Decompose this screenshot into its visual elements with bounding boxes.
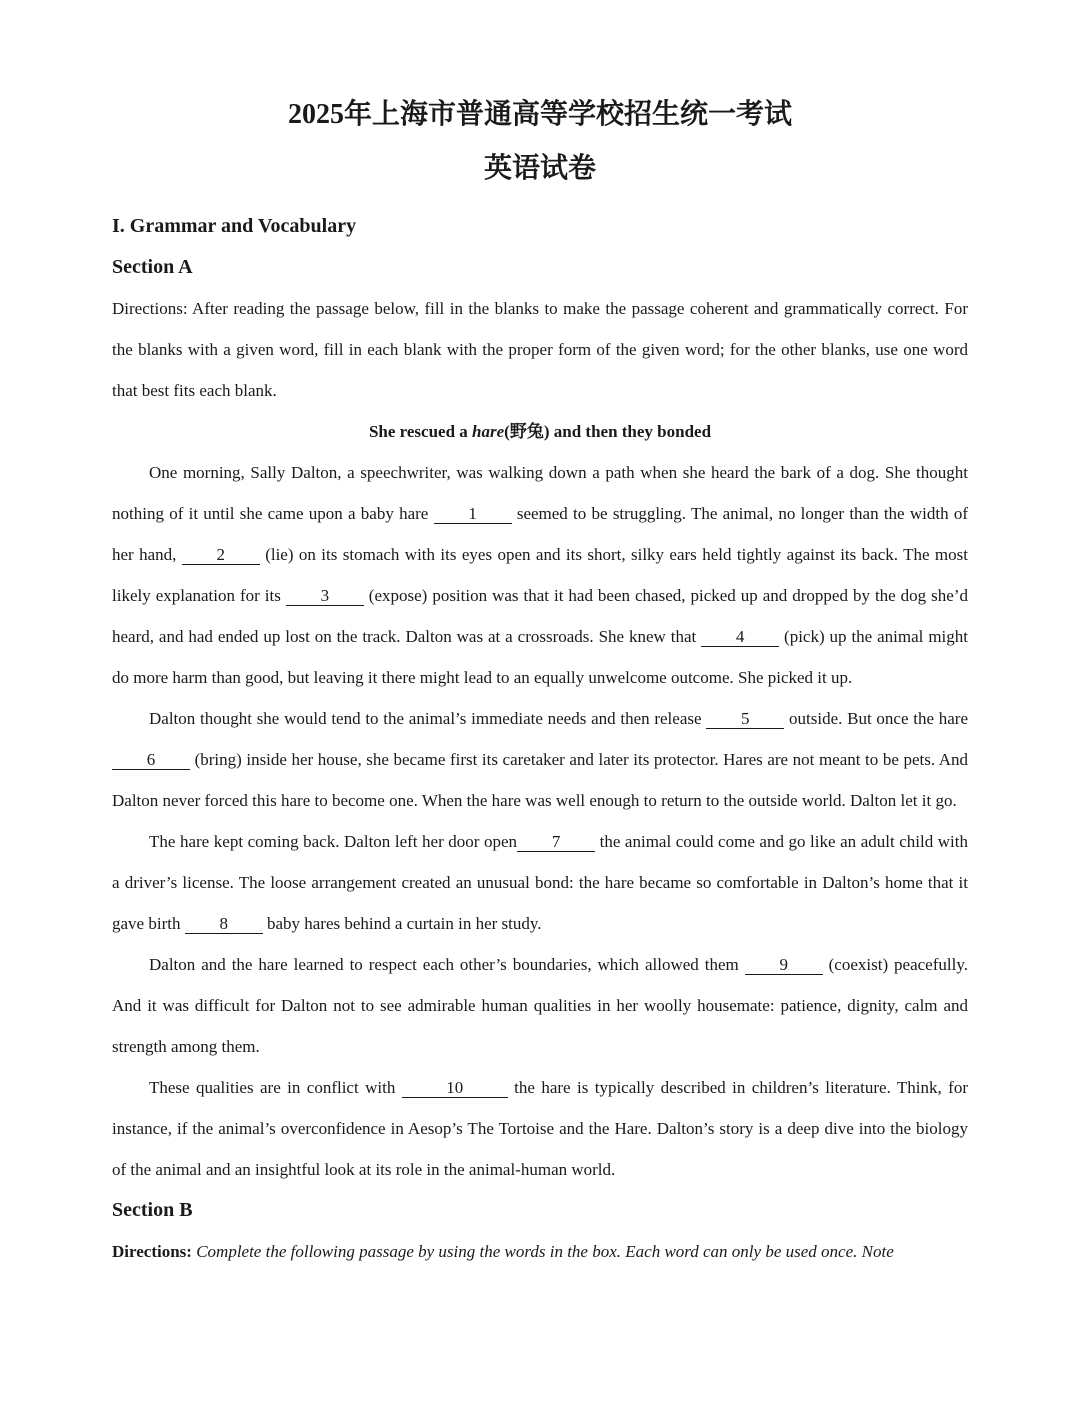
blank-4[interactable]: 4 xyxy=(701,628,779,647)
passage-paragraph-5 xyxy=(112,1067,968,1190)
section-a-directions: Directions: After reading the passage below, fill in the blanks to make the passage coherent and grammatically correct. For the blanks with a given word, fill in each blank with the proper form of the given word; for the other blanks, use one word that best fits each blank. xyxy=(112,299,968,400)
text-segment: One morning, Sally Dalton, a speechwriter, was walking down a path when she heard the bark of a dog. She thought nothing of it until she came upon a baby hare xyxy=(112,463,968,523)
directions-label: Directions: xyxy=(112,1242,192,1261)
text-segment: (coexist) peacefully. And it was difficult for Dalton not to see admirable human qualities in her woolly housemate: patience, dignity, calm and strength among them. xyxy=(112,955,968,1056)
text-segment: seemed to be struggling. The animal, no longer than the width of her hand, xyxy=(112,504,968,564)
passage-title-pre: She rescued a xyxy=(368,422,473,441)
blank-10[interactable]: 10 xyxy=(402,1079,508,1098)
blank-1[interactable]: 1 xyxy=(434,505,512,524)
exam-title: 2025年上海市普通高等学校招生统一考试 xyxy=(287,99,792,130)
section-a-heading: Section A xyxy=(112,256,193,278)
text-segment: the animal could come and go like an adult child with a driver’s license. The loose arrangement created an unusual bond: the hare became so comfortable in Dalton’s home that it gave birth xyxy=(112,832,968,933)
text-segment: These qualities are in conflict with xyxy=(149,1078,402,1097)
section-b-heading: Section B xyxy=(112,1199,193,1221)
passage-paragraph-4 xyxy=(112,944,968,1067)
exam-page xyxy=(112,92,968,1272)
text-segment: baby hares behind a curtain in her study. xyxy=(262,914,542,933)
passage-paragraph-1 xyxy=(112,452,968,698)
blank-3[interactable]: 3 xyxy=(286,587,364,606)
text-segment: (pick) up the animal might do more harm than good, but leaving it there might lead to an equally unwelcome outcome. She picked it up. xyxy=(112,627,968,687)
text-segment: (bring) inside her house, she became first its caretaker and later its protector. Hares are not meant to be pets. And Dalton never forced this hare to become one. When the hare was well enough to return to the outside world. Dalton let it go. xyxy=(112,750,968,810)
blank-6[interactable]: 6 xyxy=(112,751,190,770)
blank-2[interactable]: 2 xyxy=(182,546,260,565)
passage-paragraph-3 xyxy=(112,821,968,944)
part-heading: I. Grammar and Vocabulary xyxy=(112,215,357,237)
blank-9[interactable]: 9 xyxy=(745,956,823,975)
exam-subtitle: 英语试卷 xyxy=(483,153,596,184)
passage-title-italic: hare xyxy=(472,422,505,441)
text-segment: Dalton thought she would tend to the animal’s immediate needs and then release xyxy=(149,709,707,728)
section-b-directions xyxy=(112,1231,968,1272)
text-segment: the hare is typically described in children’s literature. Think, for instance, if the animal’s overconfidence in Aesop’s The Tortoise and the Hare. Dalton’s story is a deep dive into the biology of the animal and an insightful look at its role in the animal-human world. xyxy=(112,1078,969,1179)
blank-7[interactable]: 7 xyxy=(517,833,595,852)
text-segment: outside. But once the hare xyxy=(784,709,968,728)
text-segment: (expose) position was that it had been chased, picked up and dropped by the dog she’d heard, and had ended up lost on the track. Dalton was at a crossroads. She knew that xyxy=(112,586,968,646)
passage-paragraph-2 xyxy=(112,698,968,821)
passage-title-post: (野兔) and then they bonded xyxy=(504,422,712,441)
blank-8[interactable]: 8 xyxy=(185,915,263,934)
passage-title xyxy=(112,411,968,452)
text-segment: Dalton and the hare learned to respect each other’s boundaries, which allowed them xyxy=(149,955,745,974)
directions-text: Complete the following passage by using the words in the box. Each word can only be used once. Note xyxy=(191,1242,894,1261)
text-segment: The hare kept coming back. Dalton left her door open xyxy=(149,832,518,851)
blank-5[interactable]: 5 xyxy=(706,710,784,729)
text-segment: (lie) on its stomach with its eyes open and its short, silky ears held tightly against its back. The most likely explanation for its xyxy=(112,545,968,605)
